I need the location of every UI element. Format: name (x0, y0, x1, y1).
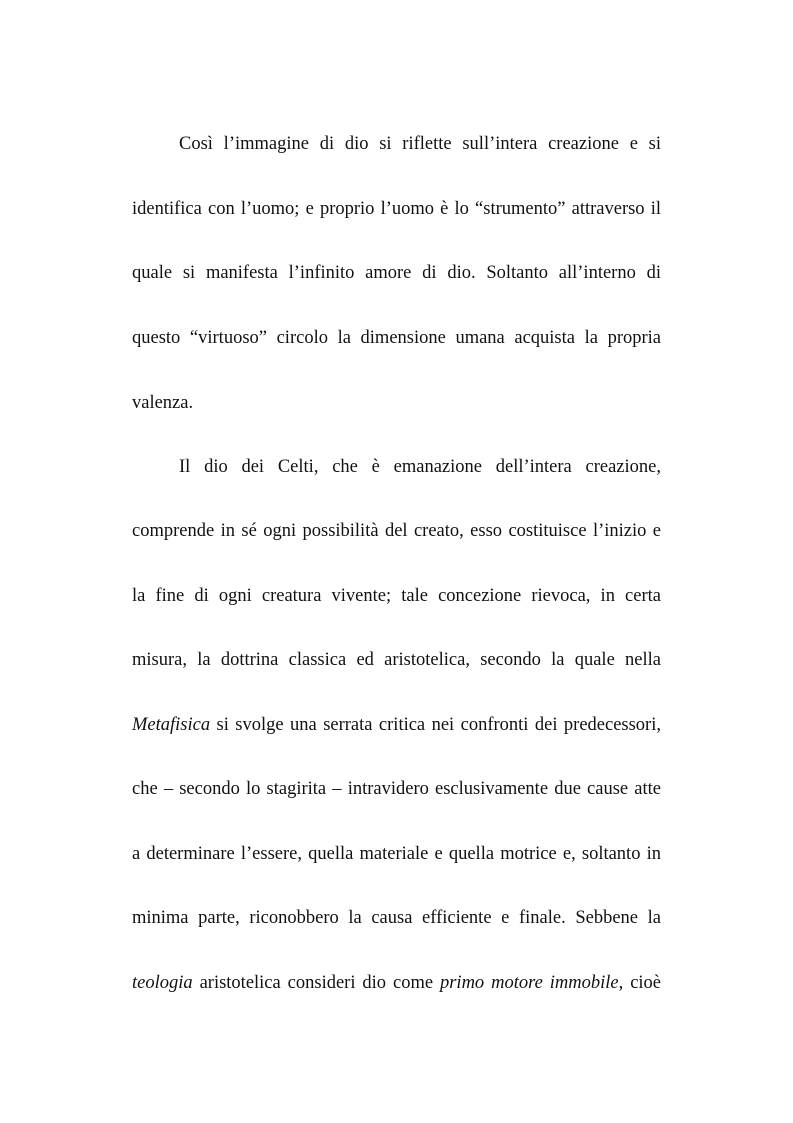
italic-text: primo motore immobile (439, 973, 619, 993)
italic-text: Metafisica (132, 715, 211, 735)
text-line (179, 132, 661, 156)
text-line (132, 906, 661, 930)
text-span: , cioè (618, 973, 662, 993)
text-span: la fine di ogni creatura vivente; tale concezione rievoca, in certa (132, 586, 661, 606)
text-line (132, 391, 661, 415)
text-line (132, 197, 661, 221)
text-line (132, 648, 661, 672)
text-span: valenza. (132, 393, 194, 413)
text-line (179, 455, 661, 479)
text-span: Il dio dei Celti, che è emanazione dell’intera creazione, (179, 457, 661, 477)
text-span: aristotelica consideri dio come (192, 973, 440, 993)
text-span: Così l’immagine di dio si riflette sull’intera creazione e si (179, 134, 661, 154)
text-line (132, 519, 661, 543)
text-span: minima parte, riconobbero la causa efficiente e finale. Sebbene la (132, 908, 661, 928)
text-line (132, 584, 661, 608)
text-span: si svolge una serrata critica nei confronti dei predecessori, (210, 715, 661, 735)
text-line (132, 261, 661, 285)
text-span: questo “virtuoso” circolo la dimensione umana acquista la propria (132, 328, 661, 348)
text-line (132, 326, 661, 350)
text-line (132, 777, 661, 801)
text-span: quale si manifesta l’infinito amore di dio. Soltanto all’interno di (132, 263, 661, 283)
text-line (132, 713, 661, 737)
text-span: a determinare l’essere, quella materiale e quella motrice e, soltanto in (132, 844, 661, 864)
text-span: misura, la dottrina classica ed aristotelica, secondo la quale nella (132, 650, 661, 670)
text-span: identifica con l’uomo; e proprio l’uomo è lo “strumento” attraverso il (132, 199, 661, 219)
text-line (132, 842, 661, 866)
text-span: che – secondo lo stagirita – intravidero esclusivamente due cause atte (132, 779, 661, 799)
text-line (132, 971, 661, 995)
text-span: comprende in sé ogni possibilità del creato, esso costituisce l’inizio e (132, 521, 661, 541)
italic-text: teologia (132, 973, 193, 993)
